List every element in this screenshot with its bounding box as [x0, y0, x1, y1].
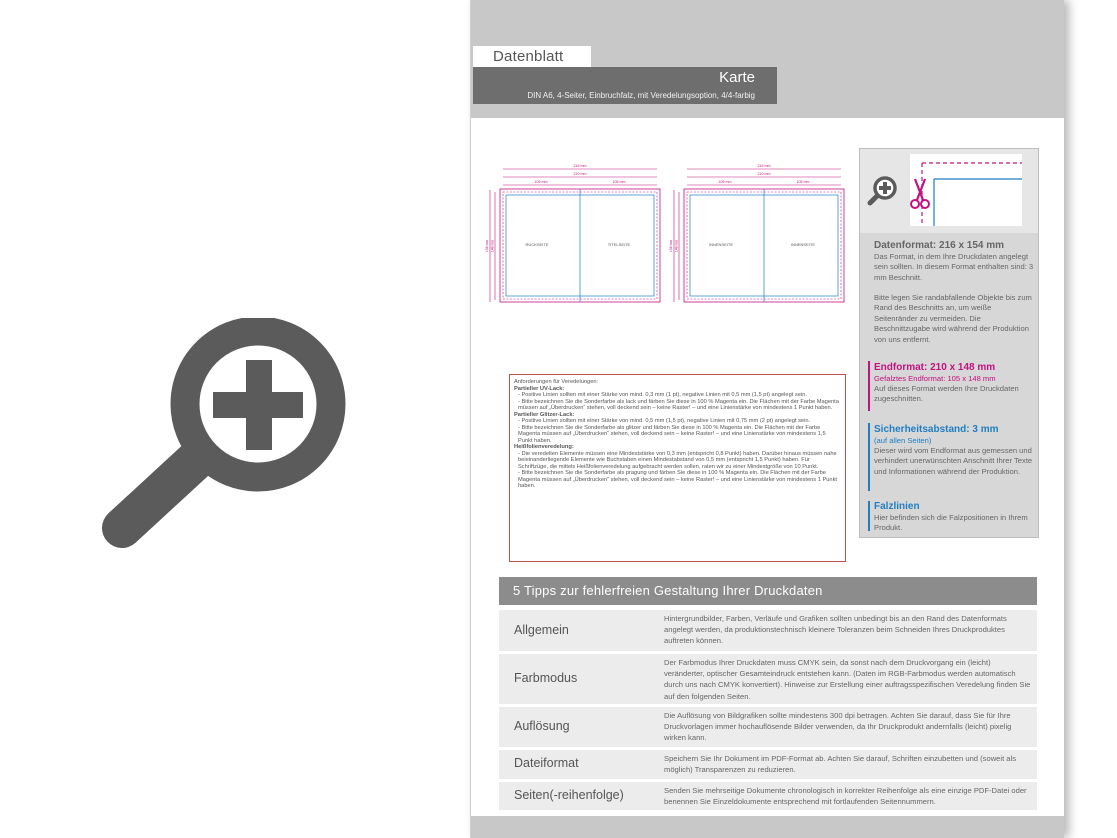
requirements-bullet: - Bitte bezeichnen Sie die Sonderfarbe als pragung und färben Sie diese in 100 % Magenta ein. Die Flächen mit der Farbe Magenta müssen auf „Überdrucken“ stehen, voll deckend sein – keine Raster! – und eine Linienstärke von mindestens 1 Punkt haben.	[518, 470, 837, 489]
requirements-title: Anforderungen für Veredelungen:	[514, 379, 599, 385]
footer-band	[471, 816, 1064, 838]
sicherheit-text: Dieser wird vom Endformat aus gemessen und verhindert unerwünschten Anschnitt Ihrer Texte und Informationen während der Produktion.	[874, 446, 1033, 476]
layout-diagram-outside	[485, 160, 661, 306]
requirements-bullet: - Bitte bezeichnen Sie die Sonderfarbe als glitzer und färben Sie diese in 100 % Magenta ein. Die Flächen mit der Farbe Magenta müssen auf „Überdrucken“ stehen, voll deckend sein – keine Raster! – und eine Linienstärke von mindestens 1,5 Punkt haben.	[518, 424, 826, 444]
panel-label-left: INNENSEITE	[708, 242, 734, 247]
requirements-heading: Heißfolienveredelung:	[514, 444, 574, 450]
requirements-bullet: - Positive Linien sollten mit einer Stärke von mind. 0,5 mm (1,5 pt), negative Linien mit 0,75 mm (2 pt) angelegt sein.	[518, 418, 811, 424]
zoom-in-icon[interactable]	[866, 173, 900, 207]
tip-label: Seiten(-reihenfolge)	[514, 788, 624, 802]
tip-label: Allgemein	[514, 623, 569, 637]
sicherheit-marker	[868, 423, 870, 491]
tip-text: Senden Sie mehrseitige Dokumente chronologisch in korrekter Reihenfolge als eine einzige PDF-Datei oder benennen Sie Einzeldokumente entsprechend mit fortlaufenden Seitennummern.	[664, 786, 1027, 807]
dim-total: 216 mm	[757, 164, 771, 168]
endformat-info	[874, 361, 1034, 405]
dim-height-total: 154 mm	[485, 239, 489, 253]
dim-right: 105 mm	[612, 180, 626, 184]
dim-final: 210 mm	[757, 172, 771, 176]
datasheet-page	[470, 0, 1064, 838]
tip-row-aufloesung	[499, 707, 1037, 747]
product-title-bar	[473, 67, 777, 104]
datenformat-title: Datenformat: 216 x 154 mm	[874, 240, 1005, 251]
tip-row-farbmodus	[499, 654, 1037, 704]
beschnitt-text: Bitte legen Sie randabfallende Objekte bis zum Rand des Beschnitts an, um weiße Seitenränder zu vermeiden. Die Beschnittzugabe wird während der Produktion von uns entfernt.	[874, 293, 1032, 344]
falz-title: Falzlinien	[874, 501, 920, 512]
panel-label-left: RÜCKSEITE	[525, 242, 549, 247]
tip-row-seitenreihenfolge	[499, 782, 1037, 810]
tip-row-allgemein	[499, 610, 1037, 651]
tips-heading	[499, 577, 1037, 605]
datenformat-text: Das Format, in dem Ihre Druckdaten angelegt sein sollten. In diesem Format enthalten sind: 3 mm Beschnitt.	[874, 252, 1034, 282]
falz-marker	[868, 501, 870, 531]
finishing-requirements-box	[509, 374, 846, 562]
tip-row-dateiformat	[499, 750, 1037, 779]
product-title: Karte	[719, 69, 755, 86]
falz-text: Hier befinden sich die Falzpositionen in Ihrem Produkt.	[874, 513, 1028, 533]
tip-text: Die Auflösung von Bildgrafiken sollte mindestens 300 dpi betragen. Achten Sie darauf, dass Sie für Ihre Druckvorlagen immer hochauflösende Bilder verwenden, da Ihr Druckprodukt andernfalls (leicht) pixelig wirken kann.	[664, 711, 1012, 743]
sicherheit-sub: (auf allen Seiten)	[874, 436, 932, 445]
dim-left: 105 mm	[718, 180, 732, 184]
dim-total: 216 mm	[573, 164, 587, 168]
falz-info	[874, 500, 1034, 534]
requirements-bullet: - Die veredelten Elemente müssen eine Mindeststärke von 0,3 mm (entspricht 0,8 Punkt) haben. Darüber hinaus müssen nahe beieinanderliegende Elemente wie Buchstaben einen Mindestabstand von 0,5 mm (entspricht 1,5 Punkt) haben. Für Schriftzüge, die mittels Heißfolienveredelung aufgebracht werden sollen, raten wir zu einer Mindestgröße von 10 Punkt.	[518, 450, 837, 470]
tip-text: Hintergrundbilder, Farben, Verläufe und Grafiken sollten unbedingt bis an den Rand des Datenformats angelegt werden, da produktionstechnisch kleinere Toleranzen beim Schneiden Ihres Druckproduktes auftreten können.	[664, 614, 1007, 646]
datasheet-tab	[473, 46, 591, 67]
dim-height-final: 148 mm	[490, 239, 495, 253]
tip-text: Speichern Sie Ihr Dokument im PDF-Format ab. Achten Sie darauf, Schriften einzubetten und (soweit als möglich) Transparenzen zu reduzieren.	[664, 754, 1017, 775]
endformat-marker	[868, 361, 870, 411]
endformat-sub: Gefalztes Endformat: 105 x 148 mm	[874, 374, 996, 383]
dim-height-total: 154 mm	[669, 239, 673, 253]
requirements-bullet: - Positive Linien sollten mit einer Stärke von mind. 0,3 mm (1 pt), negative Linien mit 0,5 mm (1,5 pt) angelegt sein.	[518, 392, 807, 398]
tips-title: 5 Tipps zur fehlerfreien Gestaltung Ihrer Druckdaten	[513, 583, 823, 598]
format-thumbnail	[860, 149, 1038, 233]
scissors-icon	[910, 177, 930, 211]
dim-left: 105 mm	[534, 180, 548, 184]
endformat-title: Endformat: 210 x 148 mm	[874, 362, 996, 373]
requirements-heading: Partieller Glitzer-Lack:	[514, 411, 575, 418]
requirements-heading: Partieller UV-Lack:	[514, 385, 565, 392]
tip-label: Auflösung	[514, 719, 570, 733]
sicherheit-title: Sicherheitsabstand: 3 mm	[874, 424, 999, 435]
zoom-in-icon[interactable]	[100, 318, 358, 550]
panel-label-right: INNENSEITE	[790, 242, 816, 247]
beschnitt-info	[874, 293, 1034, 345]
tip-label: Dateiformat	[514, 756, 579, 770]
dim-right: 105 mm	[796, 180, 810, 184]
tip-text: Der Farbmodus Ihrer Druckdaten muss CMYK sein, da sonst nach dem Druckvorgang ein (leicht) veränderter, optischer Gesamteindruck entstehen kann. (Daten im RGB-Farbmodus werden automatisch durch uns nach CMYK konvertiert). Hinweise zur Erstellung einer auftragsspezifischen Veredelung finden Sie auf den folgenden Seiten.	[664, 658, 1031, 701]
sicherheit-info	[874, 423, 1034, 477]
endformat-text: Auf dieses Format werden Ihre Druckdaten zugeschnitten.	[874, 384, 1019, 404]
format-info-panel	[859, 148, 1039, 538]
panel-label-right: TITELSEITE	[607, 242, 631, 247]
datasheet-tab-label: Datenblatt	[493, 48, 564, 65]
tip-label: Farbmodus	[514, 671, 578, 685]
dim-final: 210 mm	[573, 172, 587, 176]
product-subtitle: DIN A6, 4-Seiter, Einbruchfalz, mit Veredelungsoption, 4/4-farbig	[527, 91, 755, 100]
dim-height-final: 148 mm	[674, 239, 679, 253]
layout-diagram-inside	[669, 160, 845, 306]
requirements-bullet: - Bitte bezeichnen Sie die Sonderfarbe als lack und färben Sie diese in 100 % Magenta ein. Die Flächen mit der Farbe Magenta müssen auf „Überdrucken“ stehen, voll deckend sein – keine Raster! – und eine Linienstärke von mindestens 1 Punkt haben.	[518, 398, 839, 411]
datenformat-info	[874, 239, 1034, 283]
